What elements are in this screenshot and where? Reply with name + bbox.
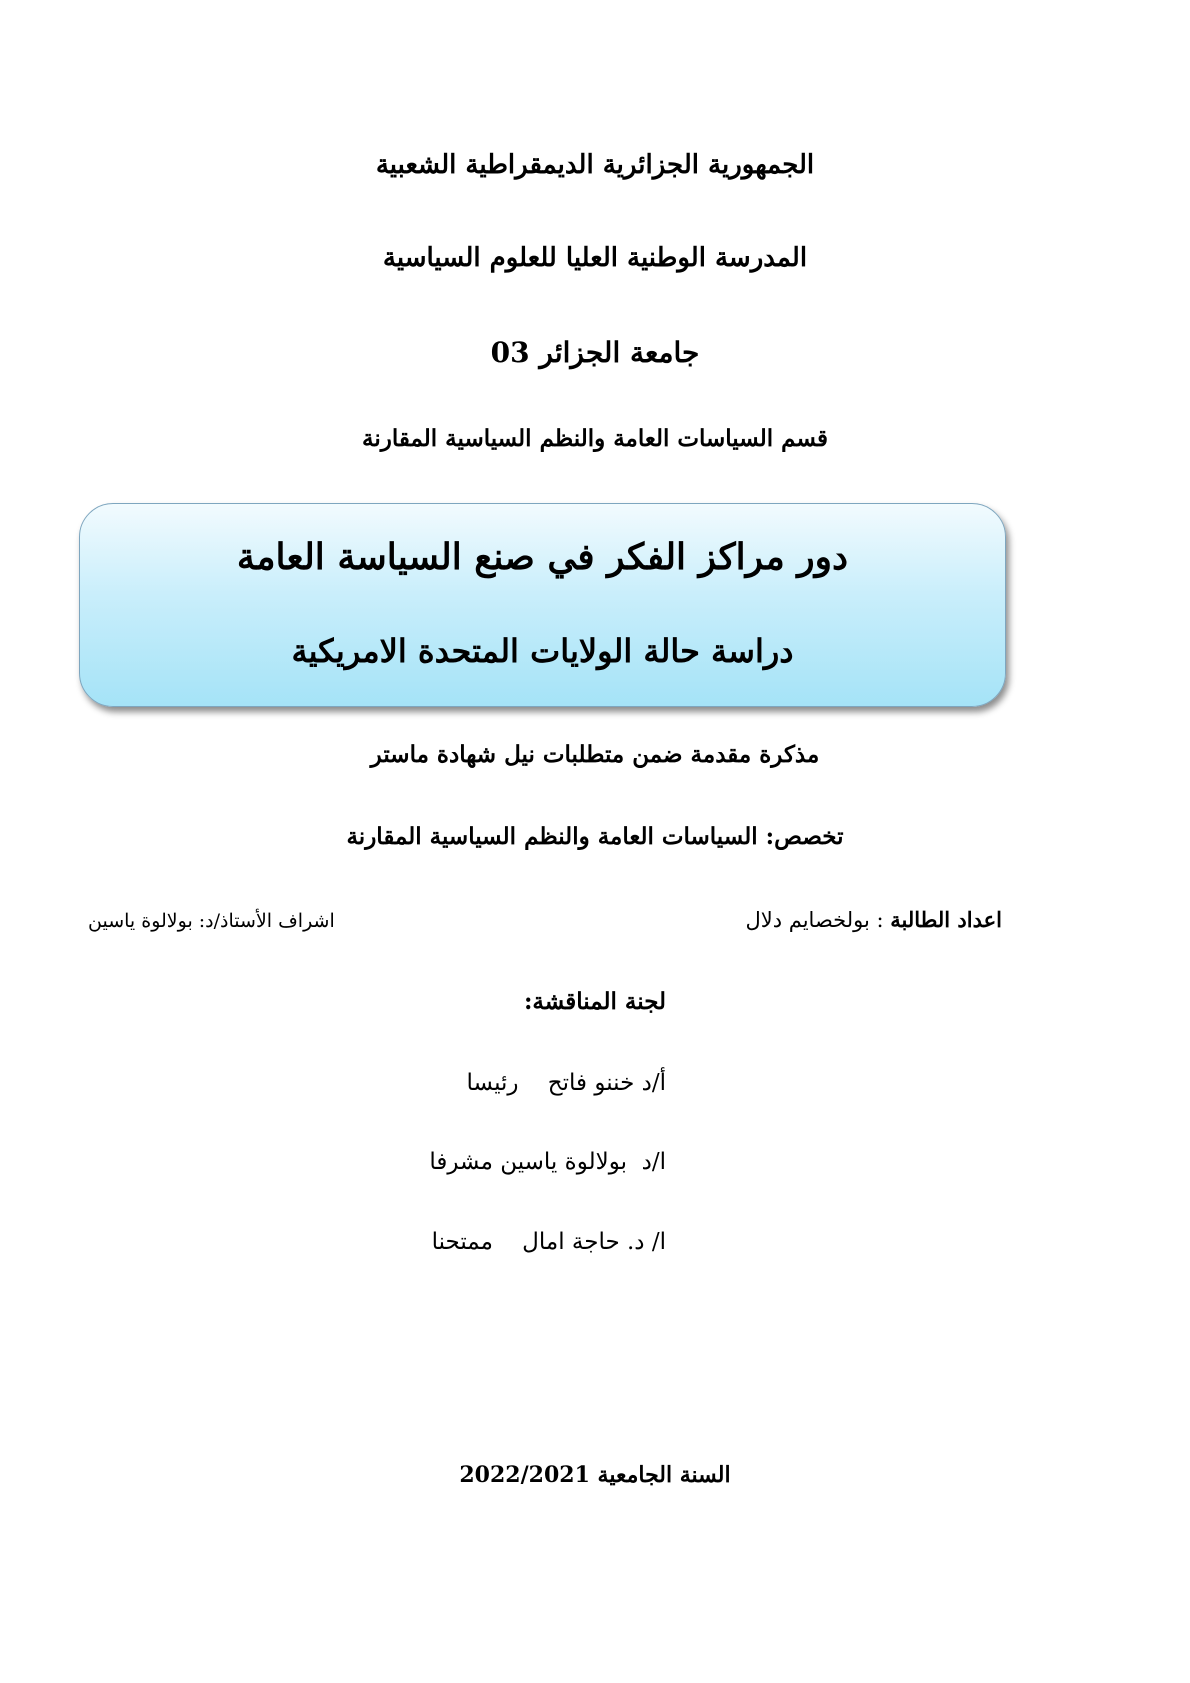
memo-description: مذكرة مقدمة ضمن متطلبات نيل شهادة ماستر <box>370 741 820 768</box>
republic-heading: الجمهورية الجزائرية الديمقراطية الشعبية <box>375 150 815 180</box>
department-name: قسم السياسات العامة والنظم السياسية المقارنة <box>361 425 828 452</box>
thesis-title: دور مراكز الفكر في صنع السياسة العامة <box>236 536 849 578</box>
academic-year: السنة الجامعية 2022/2021 <box>459 1462 731 1488</box>
committee-heading: لجنة المناقشة: <box>523 988 667 1015</box>
prepared-by-label: اعداد الطالبة <box>890 907 1002 932</box>
student-name: بولخصايم دلال <box>745 908 870 932</box>
thesis-subtitle: دراسة حالة الولايات المتحدة الامريكية <box>291 632 794 670</box>
specialty: تخصص: السياسات العامة والنظم السياسية المقارنة <box>346 823 844 850</box>
committee-member-president: أ/د خننو فاتح رئيسا <box>466 1070 666 1096</box>
prepared-by-separator: : <box>869 908 891 932</box>
supervisor: اشراف الأستاذ/د: بولالوة ياسين <box>88 910 335 932</box>
school-name: المدرسة الوطنية العليا للعلوم السياسية <box>382 243 808 273</box>
university-name: جامعة الجزائر 03 <box>490 336 700 369</box>
committee-member-examiner: ا/ د. حاجة امال ممتحنا <box>431 1229 666 1255</box>
prepared-by <box>745 907 1002 932</box>
committee-member-supervisor: ا/د بولالوة ياسين مشرفا <box>429 1149 666 1175</box>
title-box <box>79 503 1006 707</box>
